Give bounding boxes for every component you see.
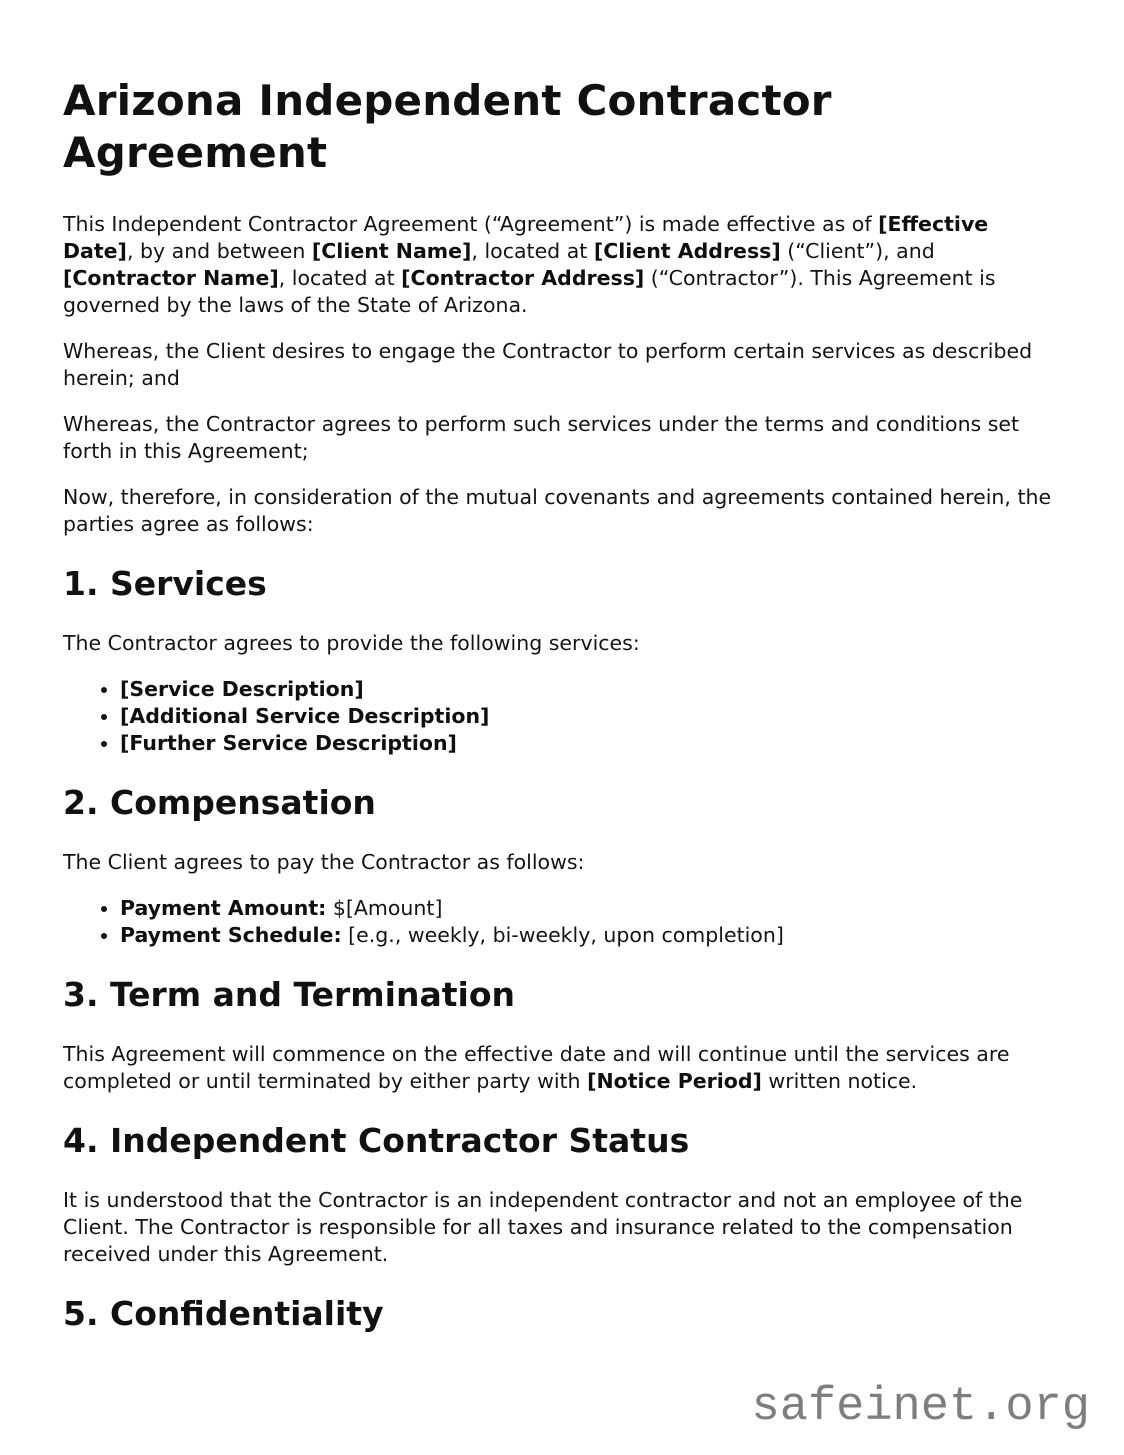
list-item: • Payment Schedule: [e.g., weekly, bi-weekly, upon completion] [120,922,1060,949]
section-services [63,564,1060,757]
section-term-termination [63,975,1060,1095]
watermark: safeinet.org [751,1381,1090,1434]
recital-paragraph-contractor: Whereas, the Contractor agrees to perform such services under the terms and conditions set forth in this Agreement; [63,412,1020,463]
recital-paragraph-agreement: Now, therefore, in consideration of the mutual covenants and agreements contained herein, the parties agree as follows: [63,485,1052,536]
list-item: • [Additional Service Description] [120,703,1060,730]
document-title: Arizona Independent Contractor Agreement [63,76,832,177]
services-list [63,676,1060,757]
section-heading-compensation: 2. Compensation [63,783,376,822]
section-heading-independent-contractor-status: 4. Independent Contractor Status [63,1121,690,1160]
list-item: • Payment Amount: $[Amount] [120,895,1060,922]
list-item: • [Further Service Description] [120,730,1060,757]
section-term-termination-paragraph: This Agreement will commence on the effective date and will continue until the services are completed or until terminated by either party with [Notice Period] written notice. [63,1042,1010,1093]
compensation-list [63,895,1060,949]
section-independent-contractor-status-paragraph: It is understood that the Contractor is an independent contractor and not an employee of the Client. The Contractor is responsible for all taxes and insurance related to the compensation received under this Agreement. [63,1188,1023,1266]
section-heading-confidentiality: 5. Confidentiality [63,1294,384,1333]
intro-paragraph: This Independent Contractor Agreement (“Agreement”) is made effective as of [Effective Date], by and between [Client Name], located at [Client Address] (“Client”), and [Contractor Name], located at [Contractor Address] (“Contractor”). This Agreement is governed by the laws of the State of Arizona. [63,212,996,317]
section-services-intro: The Contractor agrees to provide the following services: [63,631,640,655]
recital-paragraph-client: Whereas, the Client desires to engage the Contractor to perform certain services as described herein; and [63,339,1033,390]
section-heading-term-termination: 3. Term and Termination [63,975,516,1014]
list-item: • [Service Description] [120,676,1060,703]
section-heading-services: 1. Services [63,564,267,603]
section-confidentiality [63,1294,1060,1334]
section-compensation [63,783,1060,949]
section-compensation-intro: The Client agrees to pay the Contractor as follows: [63,850,585,874]
section-independent-contractor-status [63,1121,1060,1268]
